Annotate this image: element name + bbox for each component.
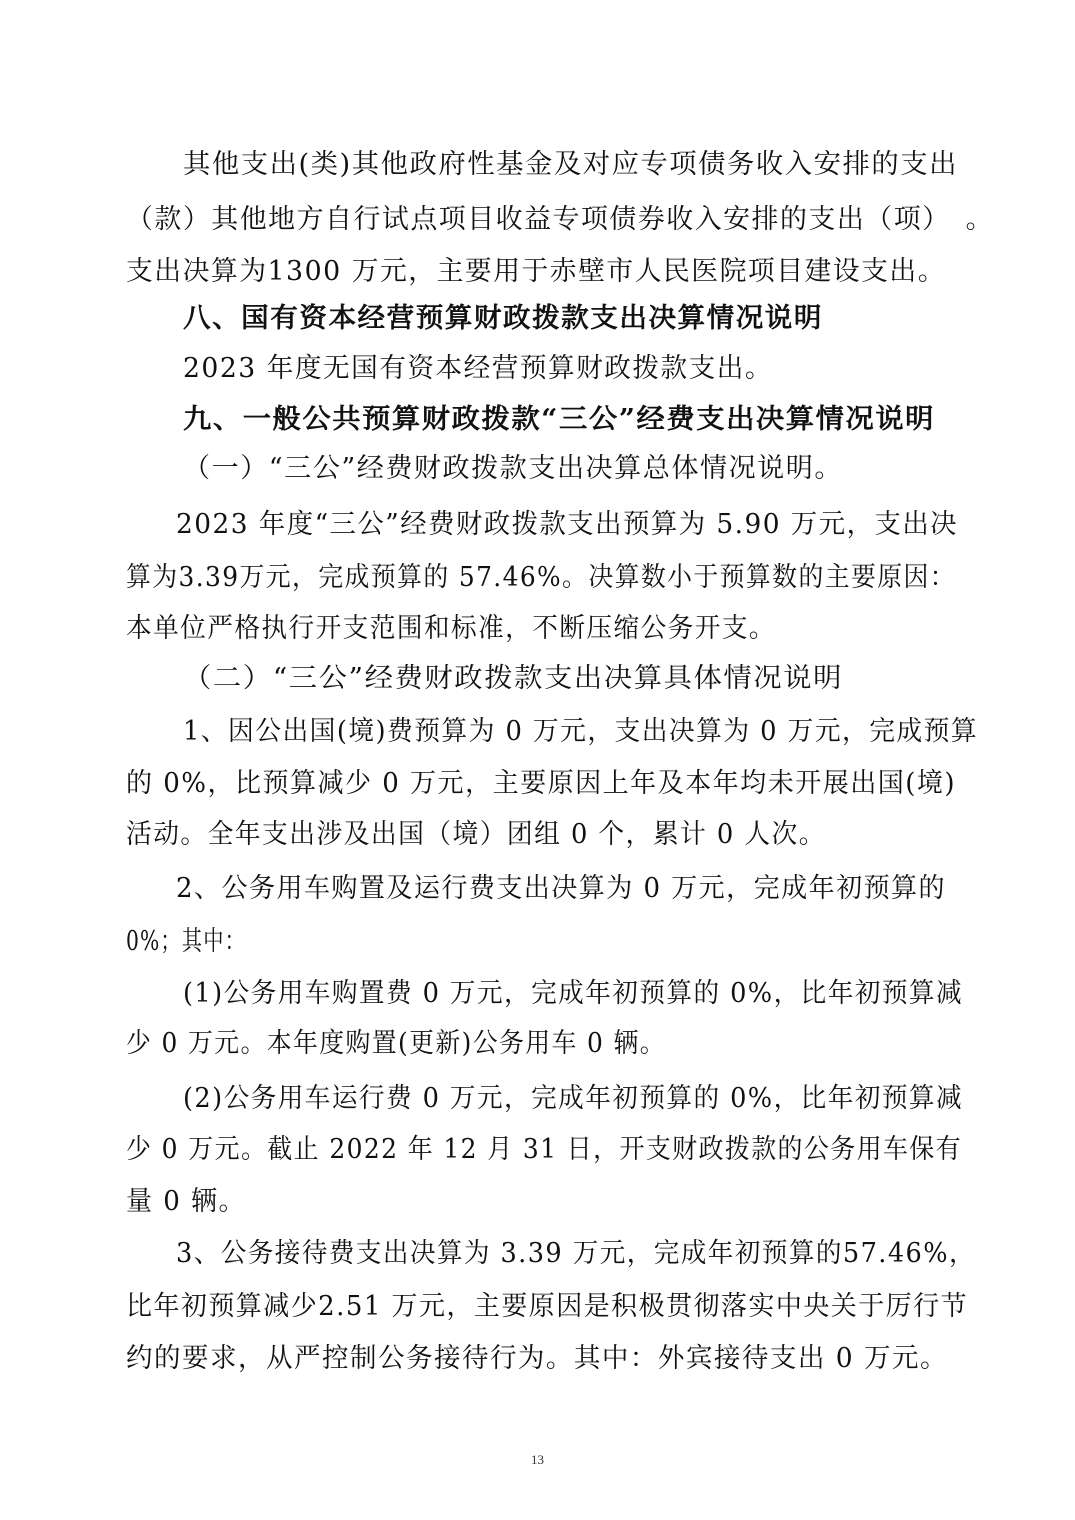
text-line: 其他支出(类)其他政府性基金及对应专项债务收入安排的支出 <box>183 149 959 180</box>
subsection-heading-1: （一）“三公”经费财政拨款支出决算总体情况说明。 <box>183 453 843 484</box>
text-line: 量 0 辆。 <box>126 1186 247 1217</box>
text-line: 本单位严格执行开支范围和标准，不断压缩公务开支。 <box>126 613 777 644</box>
text-line: 少 0 万元。本年度购置(更新)公务用车 0 辆。 <box>126 1028 667 1059</box>
text-line: 的 0%，比预算减少 0 万元，主要原因上年及本年均未开展出国(境) <box>126 768 956 799</box>
subsection-heading-2: （二）“三公”经费财政拨款支出决算具体情况说明 <box>183 663 843 694</box>
text-line: 2、公务用车购置及运行费支出决算为 0 万元，完成年初预算的 <box>176 873 947 904</box>
text-line: 支出决算为1300 万元，主要用于赤壁市人民医院项目建设支出。 <box>126 256 947 287</box>
text-line: 比年初预算减少2.51 万元，主要原因是积极贯彻落实中央关于厉行节 <box>126 1291 969 1322</box>
text-line: 活动。全年支出涉及出国（境）团组 0 个，累计 0 人次。 <box>126 819 826 850</box>
text-line: 2023 年度无国有资本经营预算财政拨款支出。 <box>183 353 774 384</box>
text-line: （款）其他地方自行试点项目收益专项债券收入安排的支出（项） 。 <box>126 204 994 235</box>
text-line: 算为3.39万元，完成预算的 57.46%。决算数小于预算数的主要原因： <box>126 562 957 593</box>
text-line: (2)公务用车运行费 0 万元，完成年初预算的 0%，比年初预算减 <box>183 1083 964 1114</box>
text-line: 约的要求，从严控制公务接待行为。其中：外宾接待支出 0 万元。 <box>126 1343 949 1374</box>
text-line: 0%；其中： <box>126 926 246 957</box>
text-line: (1)公务用车购置费 0 万元，完成年初预算的 0%，比年初预算减 <box>183 978 964 1009</box>
text-line: 少 0 万元。截止 2022 年 12 月 31 日，开支财政拨款的公务用车保有 <box>126 1134 962 1165</box>
text-line: 1、因公出国(境)费预算为 0 万元，支出决算为 0 万元，完成预算 <box>183 716 979 747</box>
section-heading-9: 九、一般公共预算财政拨款“三公”经费支出决算情况说明 <box>183 404 936 435</box>
section-heading-8: 八、国有资本经营预算财政拨款支出决算情况说明 <box>183 303 823 334</box>
text-line: 2023 年度“三公”经费财政拨款支出预算为 5.90 万元，支出决 <box>176 509 959 540</box>
page-number: 13 <box>531 1452 544 1467</box>
text-line: 3、公务接待费支出决算为 3.39 万元，完成年初预算的57.46%， <box>176 1238 977 1269</box>
